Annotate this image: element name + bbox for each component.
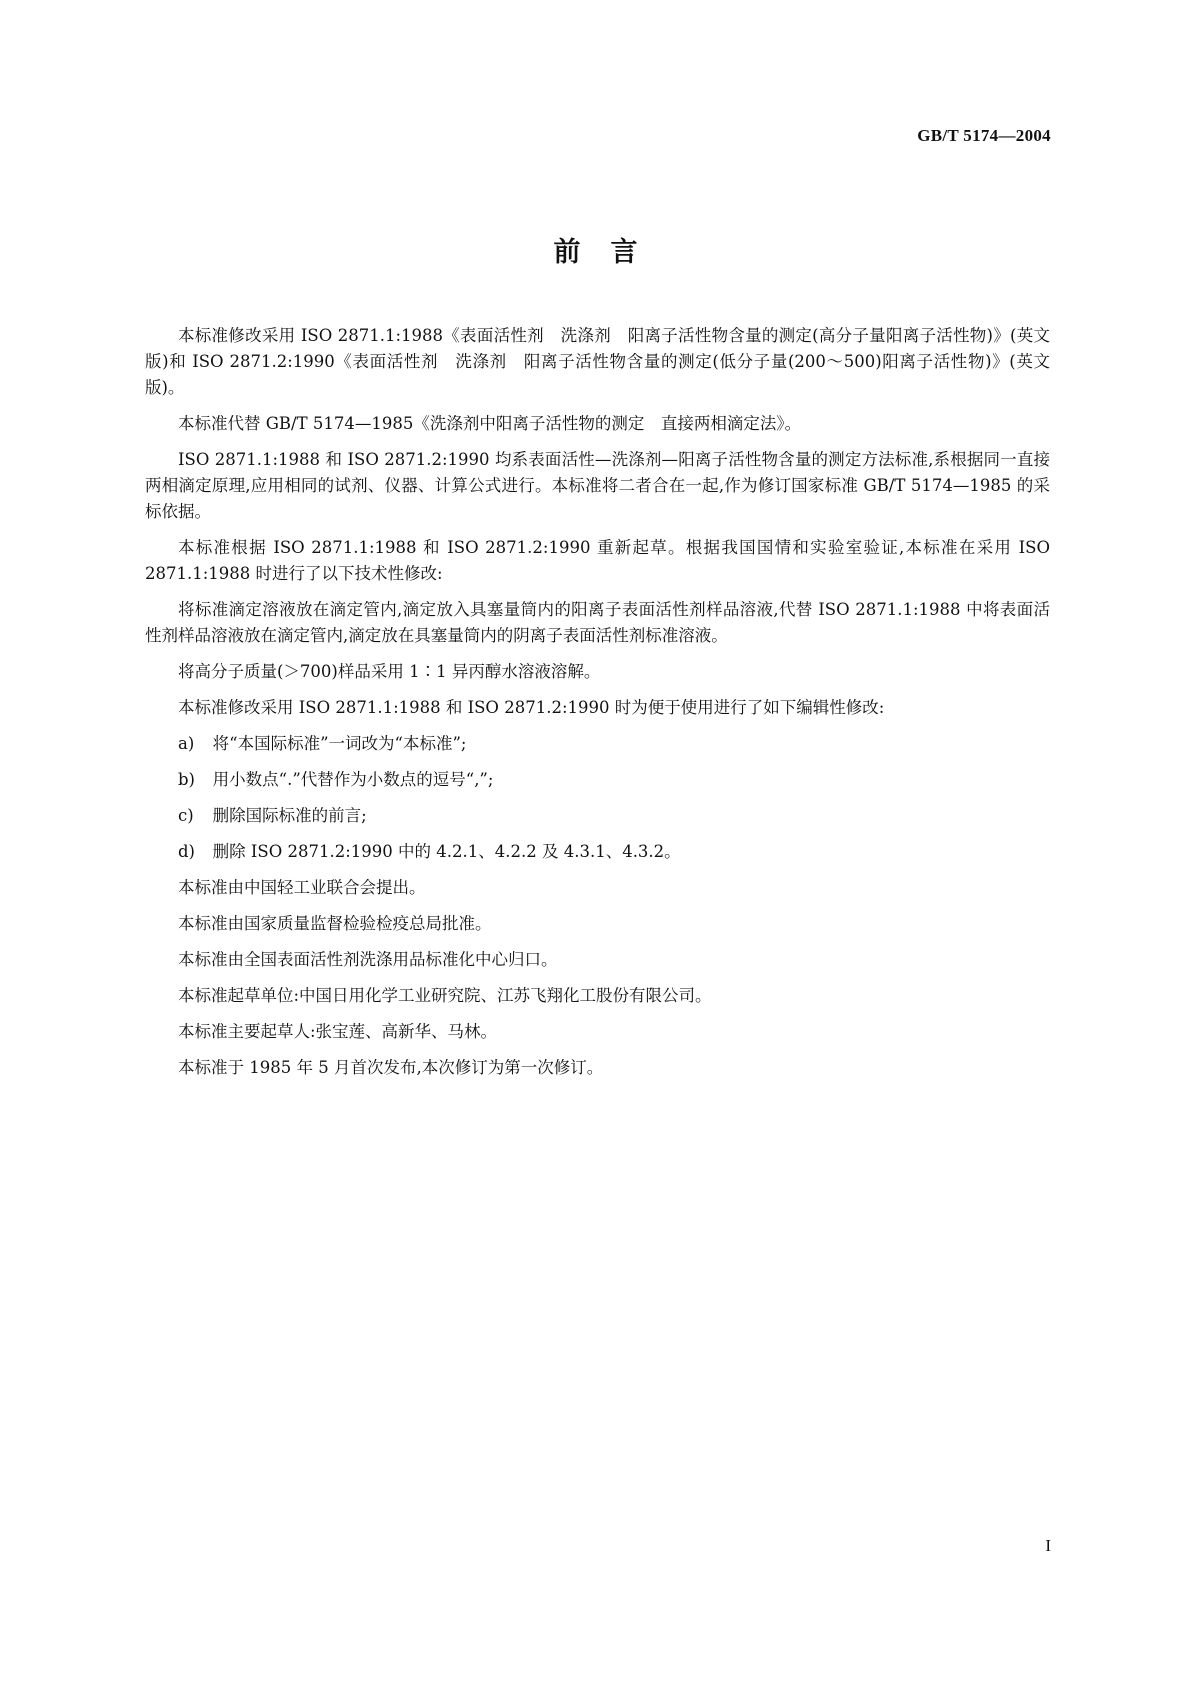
list-marker: a)	[178, 734, 195, 753]
list-item-text: 将“本国际标准”一词改为“本标准”;	[212, 734, 467, 753]
paragraph: 本标准修改采用 ISO 2871.1:1988《表面活性剂 洗涤剂 阳离子活性物含量的测定(高分子量阳离子活性物)》(英文版)和 ISO 2871.2:1990《表面活性剂 洗涤剂 阳离子活性物含量的测定(低分子量(200～500)阳离子活性物)》(英文版)。	[145, 326, 1050, 397]
paragraph: 将标准滴定溶液放在滴定管内,滴定放入具塞量筒内的阳离子表面活性剂样品溶液,代替 ISO 2871.1:1988 中将表面活性剂样品溶液放在滴定管内,滴定放在具塞量筒内的阴离子表面活性剂标准溶液。	[145, 600, 1050, 645]
list-marker: d)	[178, 842, 195, 861]
list-marker: c)	[178, 806, 194, 825]
paragraph: ISO 2871.1:1988 和 ISO 2871.2:1990 均系表面活性—洗涤剂—阳离子活性物含量的测定方法标准,系根据同一直接两相滴定原理,应用相同的试剂、仪器、计算公式进行。本标准将二者合在一起,作为修订国家标准 GB/T 5174—1985 的采标依据。	[145, 450, 1050, 521]
paragraph: 本标准根据 ISO 2871.1:1988 和 ISO 2871.2:1990 重新起草。根据我国国情和实验室验证,本标准在采用 ISO 2871.1:1988 时进行了以下技术性修改:	[145, 538, 1050, 583]
list-item	[145, 767, 1050, 793]
paragraph: 本标准主要起草人:张宝莲、高新华、马林。	[178, 1022, 498, 1041]
paragraph: 本标准由中国轻工业联合会提出。	[178, 878, 426, 897]
page-title: 前言	[553, 237, 668, 268]
list-item	[145, 731, 1050, 757]
list-item	[145, 839, 1050, 865]
list-item-text: 删除 ISO 2871.2:1990 中的 4.2.1、4.2.2 及 4.3.1、4.3.2。	[212, 842, 681, 861]
paragraph: 本标准由国家质量监督检验检疫总局批准。	[178, 914, 492, 933]
list-marker: b)	[178, 770, 195, 789]
paragraph: 将高分子质量(＞700)样品采用 1∶1 异丙醇水溶液溶解。	[178, 662, 601, 681]
paragraph: 本标准修改采用 ISO 2871.1:1988 和 ISO 2871.2:1990 时为便于使用进行了如下编辑性修改:	[178, 698, 885, 717]
standard-code: GB/T 5174—2004	[917, 126, 1051, 145]
paragraph: 本标准起草单位:中国日用化学工业研究院、江苏飞翔化工股份有限公司。	[178, 986, 712, 1005]
page-number: I	[1045, 1536, 1051, 1555]
paragraph: 本标准代替 GB/T 5174—1985《洗涤剂中阳离子活性物的测定 直接两相滴定法》。	[178, 414, 802, 433]
paragraph: 本标准于 1985 年 5 月首次发布,本次修订为第一次修订。	[178, 1058, 604, 1077]
list-item-text: 用小数点“.”代替作为小数点的逗号“,”;	[212, 770, 494, 789]
document-body	[145, 323, 1050, 1091]
list-item-text: 删除国际标准的前言;	[212, 806, 367, 825]
paragraph: 本标准由全国表面活性剂洗涤用品标准化中心归口。	[178, 950, 558, 969]
list-item	[145, 803, 1050, 829]
